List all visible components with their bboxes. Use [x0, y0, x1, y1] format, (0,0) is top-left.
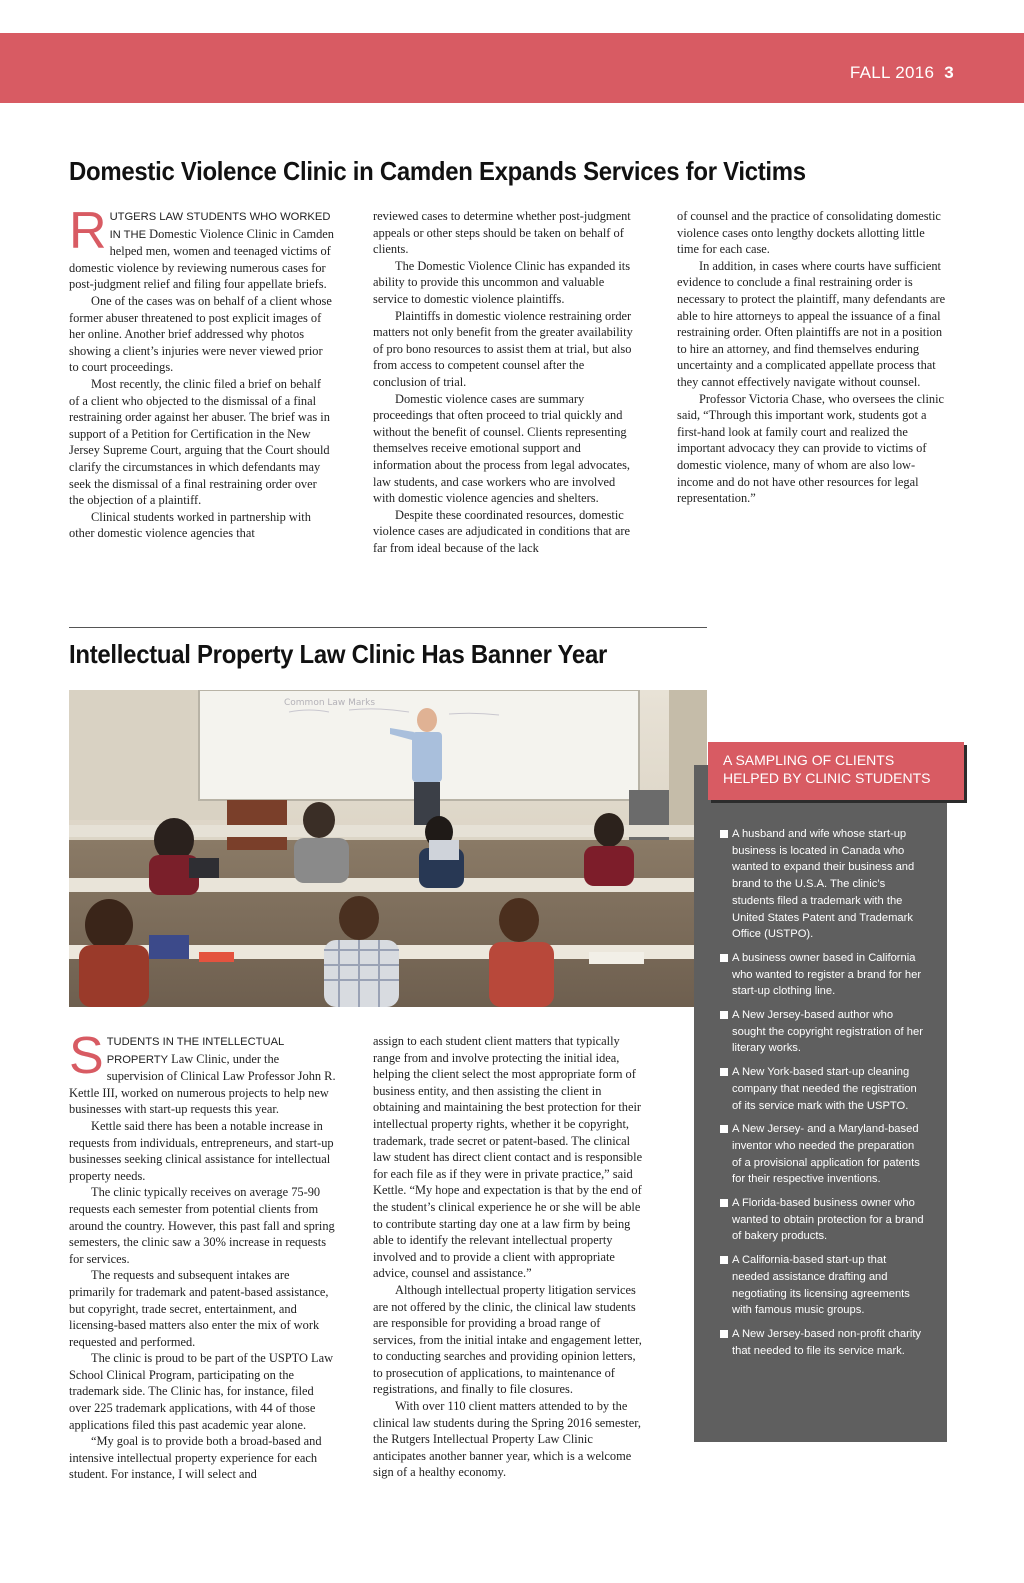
list-item [720, 1252, 925, 1319]
list-item-text: A business owner based in California who wanted to register a brand for her start-up clothing line. [732, 951, 922, 998]
whiteboard-text: Common Law Marks [284, 698, 376, 708]
bullet-square-icon [720, 1330, 728, 1338]
paragraph: One of the cases was on behalf of a client whose former abuser threatened to post explicit images of her online. Another brief addressed why photos showing a client’s injuries were never viewed prior to court proceedings. [69, 293, 332, 375]
list-item-text: A husband and wife whose start-up business is located in Canada who wanted to expand their business and brand to the U.S.A. The clinic’s students filed a trademark with the United States Patent and Trademark Office (USTPO). [732, 828, 915, 941]
list-item-text: A New Jersey- and a Maryland-based inventor who needed the preparation of a provisional application for patents for their respective inventions. [732, 1123, 920, 1186]
paragraph: Professor Victoria Chase, who oversees the clinic said, “Through this important work, students got a first-hand look at family court and realized the important advocacy they can provide to victims of domestic violence, many of whom are also low-income and do not have other resources for legal representation.” [677, 391, 945, 506]
list-item [720, 826, 925, 943]
paragraph: of counsel and the practice of consolidating domestic violence cases onto lengthy dockets allotting little time for each case. [677, 209, 941, 257]
page-number: 3 [944, 63, 954, 82]
bullet-square-icon [720, 1199, 728, 1207]
bullet-square-icon [720, 830, 728, 838]
paragraph: Most recently, the clinic filed a brief on behalf of a client who objected to the dismissal of a final restraining order against her abuser. The brief was in support of a Petition for Certification in the New Jersey Supreme Court, arguing that the Court should clarify the circumstances in which defendants may seek the dismissal of a final restraining order over the objection of a plaintiff. [69, 376, 330, 508]
list-item [720, 1195, 925, 1245]
section-divider [69, 627, 707, 628]
list-item [720, 1326, 925, 1359]
lead-in: TUDENTS IN THE INTELLECTUAL PROPERTY [106, 1036, 284, 1066]
paragraph: With over 110 client matters attended to by the clinical law students during the Spring 2016 semester, the Rutgers Intellectual Property Law Clinic anticipates another banner year, which is a welcome sign of a healthy economy. [373, 1399, 641, 1480]
paragraph: Clinical students worked in partnership with other domestic violence agencies that [69, 509, 311, 541]
sidebar-title: A SAMPLING OF CLIENTS HELPED BY CLINIC STUDENTS [708, 742, 964, 800]
classroom-photo-icon [69, 690, 707, 1007]
paragraph: reviewed cases to determine whether post-judgment appeals or other steps should be taken on behalf of clients. [373, 209, 631, 257]
paragraph: Domestic violence cases are summary proceedings that often proceed to trial quickly and without the benefit of counsel. Clients representing themselves receive emotional support and information about the process from legal advocates, law students, and case workers who are involved with domestic violence agencies and shelters. [373, 391, 631, 506]
paragraph: The clinic is proud to be part of the USPTO Law School Clinical Program, participating on the trademark side. The Clinic has, for instance, filed over 225 trademark applications, with 44 of those applications filed this past academic year alone. [69, 1351, 334, 1432]
paragraph: The clinic typically receives on average 75-90 requests each semester from potential clients from around the country. However, this past fall and spring semesters, the clinic saw a 30% increase in requests for services. [69, 1185, 335, 1266]
paragraph: Kettle said there has been a notable increase in requests from individuals, entrepreneurs, and start-up businesses seeking clinical assistance for intellectual property needs. [69, 1118, 334, 1183]
paragraph: The Domestic Violence Clinic has expanded its ability to provide this uncommon and valuable service to domestic violence plaintiffs. [373, 258, 631, 306]
list-item [720, 1064, 925, 1114]
paragraph: Although intellectual property litigation services are not offered by the clinic, the clinical law students are responsible for providing a broad range of services, from the initial intake and engagement letter, to conducting searches and providing opinion letters, to prosecution of applications, to maintenance of registrations, and finally to file closures. [373, 1282, 642, 1397]
list-item-text: A New Jersey-based non-profit charity that needed to file its service mark. [732, 1327, 922, 1357]
list-item-text: A New Jersey-based author who sought the copyright registration of her literary works. [732, 1009, 923, 1055]
article1-col3 [677, 208, 947, 507]
list-item-text: A New York-based start-up cleaning company that needed the registration of its service mark with the USPTO. [732, 1066, 917, 1112]
list-item [720, 1007, 925, 1057]
article2-col1 [69, 1027, 337, 1483]
article1-col1 [69, 202, 334, 542]
list-item-text: A Florida-based business owner who wanted to obtain protection for a brand of bakery products. [732, 1197, 924, 1243]
classroom-photo [69, 690, 707, 1007]
bullet-square-icon [720, 1068, 728, 1076]
header-bar [0, 33, 1024, 103]
lead-in: UTGERS LAW STUDENTS WHO WORKED IN THE [109, 211, 331, 241]
bullet-square-icon [720, 1125, 728, 1133]
paragraph: Domestic Violence Clinic in Camden helped men, women and teenaged victims of domestic violence by reviewing numerous cases for post-judgment relief and filing four appellate briefs. [69, 226, 334, 292]
list-item [720, 1121, 925, 1188]
list-item-text: A California-based start-up that needed assistance drafting and negotiating its licensing agreements with famous music groups. [732, 1254, 910, 1317]
article2-col2 [373, 1033, 643, 1481]
paragraph: assign to each student client matters that typically range from and involve protecting the initial idea, helping the client select the most appropriate form of business entity, and then assisting the client in obtaining and maintaining the best protection for their intellectual property rights, whether it be copyright, trademark, trade secret or patent-based. The clinical law student has direct client contact and is responsible for each file as if they were in private practice,” said Kettle. “My hope and expectation is that by the end of the student’s clinical experience he or she will be able to contribute starting day one at a law firm by being able to identify the relevant intellectual property involved and to provide a client with appropriate advice, counsel and assistance.” [373, 1034, 643, 1281]
list-item [720, 950, 925, 1000]
drop-cap: R [69, 202, 107, 260]
paragraph: “My goal is to provide both a broad-based and intensive intellectual property experience for each student. For instance, I will select and [69, 1434, 322, 1482]
article2-title: Intellectual Property Law Clinic Has Banner Year [69, 639, 607, 669]
article1-col2 [373, 208, 638, 556]
client-list [720, 826, 925, 1366]
issue-label [850, 63, 954, 83]
bullet-square-icon [720, 1256, 728, 1264]
paragraph: In addition, in cases where courts have sufficient evidence to conclude a final restraining order is necessary to protect the plaintiff, many defendants are able to hire attorneys to appeal the issuance of a final restraining order. Often plaintiffs are not in a position to hire an attorney, and find themselves enduring uncertainty and a complicated appellate process that they cannot effectively navigate without counsel. [677, 258, 946, 389]
paragraph: The requests and subsequent intakes are primarily for trademark and patent-based assistance, but copyright, trade secret, entertainment, and licensing-based matters also enter the mix of work requested and performed. [69, 1268, 329, 1349]
article1-title: Domestic Violence Clinic in Camden Expands Services for Victims [69, 156, 806, 186]
bullet-square-icon [720, 1011, 728, 1019]
season: FALL 2016 [849, 63, 935, 82]
bullet-square-icon [720, 954, 728, 962]
paragraph: Despite these coordinated resources, domestic violence cases are adjudicated in conditions that are far from ideal because of the lack [373, 507, 630, 555]
drop-cap: S [69, 1027, 104, 1085]
paragraph: Plaintiffs in domestic violence restraining order matters not only benefit from the greater availability of pro bono resources to assist them at trial, but also from access to competent counsel after the conclusion of trial. [373, 308, 633, 389]
paragraph: Law Clinic, under the supervision of Clinical Law Professor John R. Kettle III, worked on numerous projects to help new businesses with start-up requests this year. [69, 1051, 336, 1117]
